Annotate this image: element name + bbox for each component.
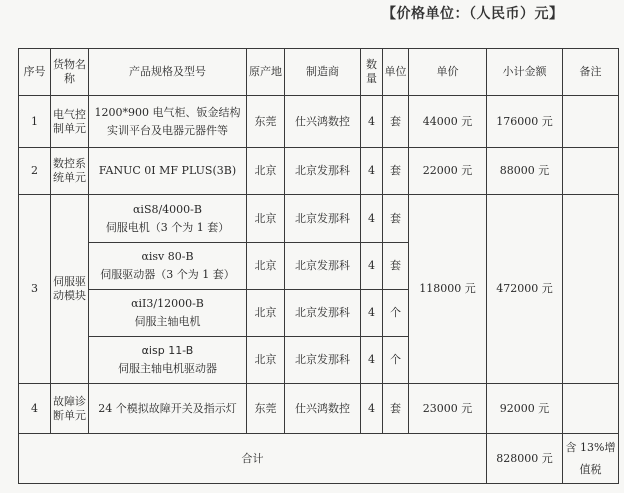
header-name: 货物名称 bbox=[51, 49, 89, 96]
cell-maker: 仕兴鸿数控 bbox=[285, 384, 361, 434]
cell-unit: 套 bbox=[383, 384, 409, 434]
cell-maker: 仕兴鸿数控 bbox=[285, 96, 361, 148]
table-row bbox=[19, 384, 619, 434]
cell-origin: 东莞 bbox=[247, 96, 285, 148]
header-maker: 制造商 bbox=[285, 49, 361, 96]
cell-qty: 4 bbox=[361, 384, 383, 434]
cell-price: 22000 元 bbox=[409, 148, 487, 195]
quotation-table bbox=[18, 48, 619, 484]
cell-unit: 套 bbox=[383, 96, 409, 148]
price-unit-note: 【价格单位：（人民币）元】 bbox=[382, 6, 564, 22]
spec-line: 伺服电机（3 个为 1 套） bbox=[105, 220, 230, 234]
cell-spec bbox=[89, 337, 247, 384]
cell-unit: 个 bbox=[383, 337, 409, 384]
total-remark: 含 13%增值税 bbox=[563, 434, 619, 484]
cell-spec bbox=[89, 96, 247, 148]
cell-remark bbox=[563, 195, 619, 384]
cell-seq: 3 bbox=[19, 195, 51, 384]
cell-qty: 4 bbox=[361, 243, 383, 290]
cell-subtotal: 176000 元 bbox=[487, 96, 563, 148]
spec-line: 伺服驱动器（3 个为 1 套） bbox=[100, 268, 235, 281]
cell-name: 故障诊断单元 bbox=[51, 384, 89, 434]
spec-line: 伺服主轴电机驱动器 bbox=[118, 362, 217, 375]
total-row bbox=[19, 434, 619, 484]
header-spec: 产品规格及型号 bbox=[89, 49, 247, 96]
cell-spec bbox=[89, 195, 247, 243]
cell-unit: 套 bbox=[383, 243, 409, 290]
header-subtotal: 小计金额 bbox=[487, 49, 563, 96]
cell-origin: 北京 bbox=[247, 195, 285, 243]
cell-subtotal: 88000 元 bbox=[487, 148, 563, 195]
cell-qty: 4 bbox=[361, 96, 383, 148]
cell-seq: 2 bbox=[19, 148, 51, 195]
spec-line: 实训平台及电器元器件等 bbox=[107, 123, 228, 137]
cell-qty: 4 bbox=[361, 337, 383, 384]
cell-unit: 套 bbox=[383, 148, 409, 195]
cell-spec: 24 个模拟故障开关及指示灯 bbox=[89, 384, 247, 434]
cell-remark bbox=[563, 148, 619, 195]
header-origin: 原产地 bbox=[247, 49, 285, 96]
cell-origin: 北京 bbox=[247, 290, 285, 337]
cell-maker: 北京发那科 bbox=[285, 148, 361, 195]
cell-maker: 北京发那科 bbox=[285, 243, 361, 290]
header-qty: 数量 bbox=[361, 49, 383, 96]
cell-seq: 1 bbox=[19, 96, 51, 148]
cell-qty: 4 bbox=[361, 290, 383, 337]
spec-line: 1200*900 电气柜、钣金结构 bbox=[94, 105, 241, 119]
cell-origin: 北京 bbox=[247, 148, 285, 195]
spec-line: αisp 11-B bbox=[141, 344, 194, 357]
cell-maker: 北京发那科 bbox=[285, 337, 361, 384]
cell-spec: FANUC 0I MF PLUS(3B) bbox=[89, 148, 247, 195]
cell-unit: 套 bbox=[383, 195, 409, 243]
cell-qty: 4 bbox=[361, 195, 383, 243]
header-remark: 备注 bbox=[563, 49, 619, 96]
cell-origin: 东莞 bbox=[247, 384, 285, 434]
header-price: 单价 bbox=[409, 49, 487, 96]
total-label: 合计 bbox=[19, 434, 487, 484]
cell-subtotal: 472000 元 bbox=[487, 195, 563, 384]
spec-line: αiI3/12000-B bbox=[131, 297, 204, 310]
cell-maker: 北京发那科 bbox=[285, 195, 361, 243]
cell-remark bbox=[563, 96, 619, 148]
cell-unit: 个 bbox=[383, 290, 409, 337]
table-row bbox=[19, 96, 619, 148]
cell-name: 伺服驱动模块 bbox=[51, 195, 89, 384]
cell-origin: 北京 bbox=[247, 243, 285, 290]
spec-line: 伺服主轴电机 bbox=[134, 315, 201, 328]
table-header-row bbox=[19, 49, 619, 96]
cell-qty: 4 bbox=[361, 148, 383, 195]
cell-name: 数控系统单元 bbox=[51, 148, 89, 195]
spec-line: αiS8/4000-B bbox=[133, 202, 202, 216]
cell-price: 44000 元 bbox=[409, 96, 487, 148]
cell-name: 电气控制单元 bbox=[51, 96, 89, 148]
total-amount: 828000 元 bbox=[487, 434, 563, 484]
header-seq: 序号 bbox=[19, 49, 51, 96]
cell-price: 118000 元 bbox=[409, 195, 487, 384]
header-unit: 单位 bbox=[383, 49, 409, 96]
spec-line: αisv 80-B bbox=[141, 250, 194, 263]
cell-maker: 北京发那科 bbox=[285, 290, 361, 337]
cell-origin: 北京 bbox=[247, 337, 285, 384]
cell-price: 23000 元 bbox=[409, 384, 487, 434]
cell-remark bbox=[563, 384, 619, 434]
cell-spec bbox=[89, 243, 247, 290]
cell-spec bbox=[89, 290, 247, 337]
cell-subtotal: 92000 元 bbox=[487, 384, 563, 434]
cell-seq: 4 bbox=[19, 384, 51, 434]
table-row bbox=[19, 195, 619, 243]
table-row bbox=[19, 148, 619, 195]
